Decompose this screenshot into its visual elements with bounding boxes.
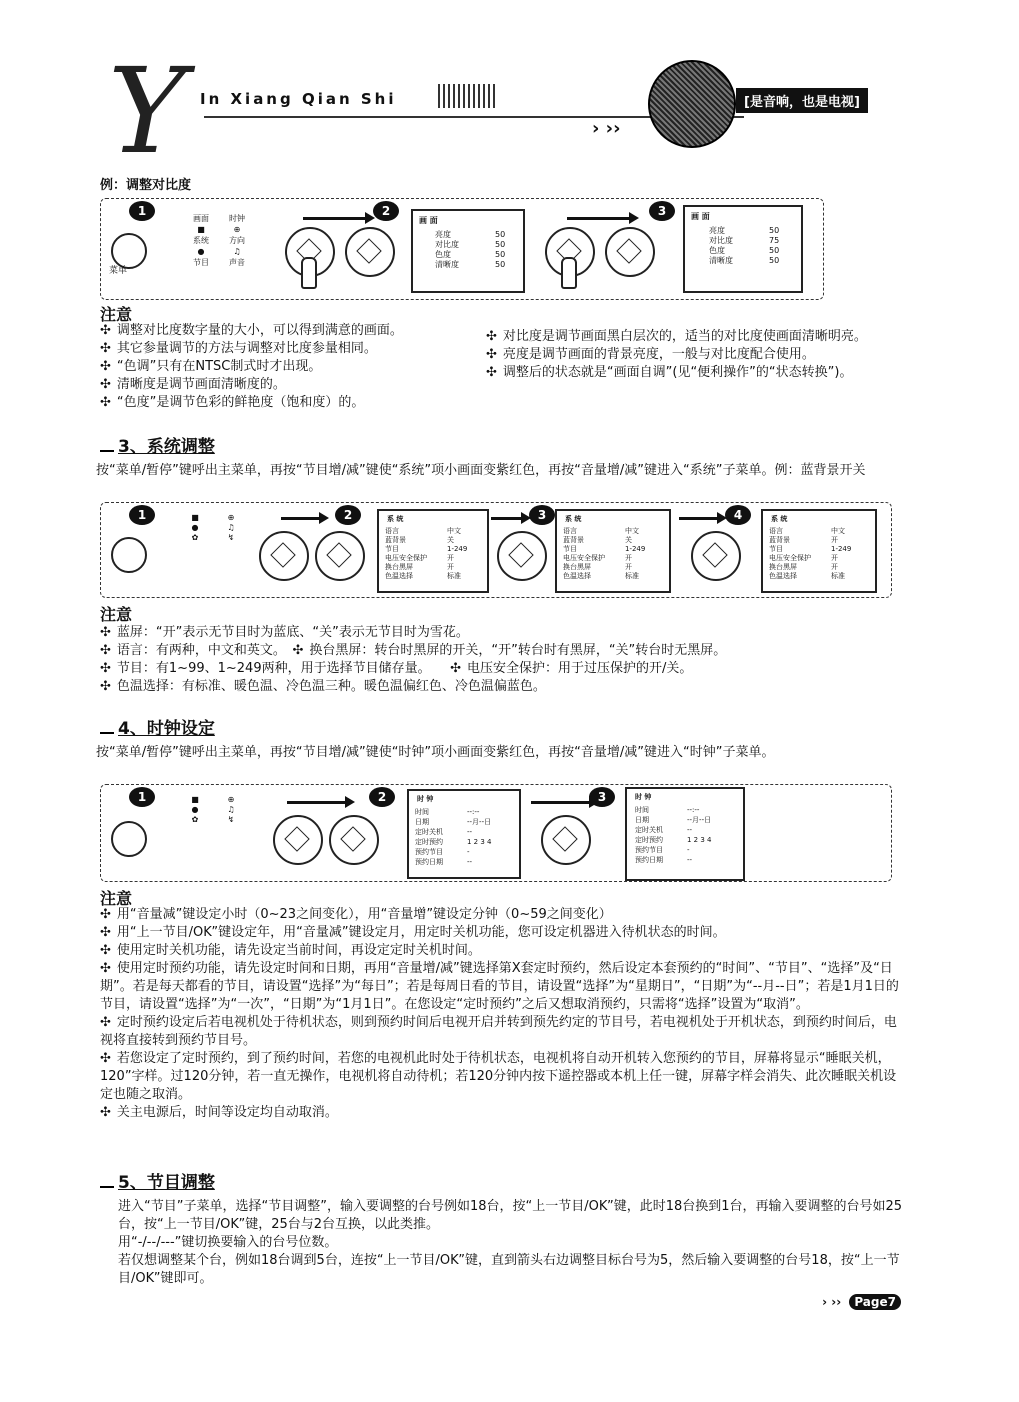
step-badge: 1 — [129, 787, 155, 807]
screen-title: 画 面 — [419, 216, 438, 225]
menu-button-label: 菜单 — [109, 266, 128, 276]
note-item: ✣ 使用定时预约功能，请先设定时间和日期，再用“音量增/减”键选择第X套定时预约，然后设定本套预约的“时间”、“节目”、“选择”及“日期”。若是每天都看的节目，请设置“选择”为“每日”；若是每周日看的节目，请设置“选择”为“星期日”，“日期”为“--月--日”；若是1月1日的节目，请设置“选择”为“一次”，“日期”为“1月1日”。在您设定“定时预约”之后又想取消预约，只需将“选择”设置为“取消”。 — [100, 961, 899, 1012]
note-item: ✣ 蓝屏：“开”表示无节目时为蓝底、“关”表示无节目时为雪花。 — [100, 625, 469, 640]
dpad-icon — [691, 531, 741, 581]
icon-label: 方向 — [229, 236, 245, 245]
note-item: ✣ “色度”是调节色彩的鲜艳度（饱和度）的。 — [100, 395, 365, 410]
note-item: ✣ 色温选择：有标准、暖色温、冷色温三种。暖色温偏红色、冷色温偏蓝色。 — [100, 679, 546, 694]
screen-item: 色温选择 — [563, 572, 591, 580]
screen-item: 换台黑屏 — [385, 563, 413, 571]
screen-item: 预约节目 — [415, 848, 443, 856]
hand-icon — [561, 257, 577, 289]
screen-title: 时 钟 — [635, 793, 652, 801]
note-item: ✣ 关主电源后，时间等设定均自动取消。 — [100, 1105, 338, 1120]
icon-label: 时钟 — [229, 214, 245, 223]
screen-item: 日期 — [415, 818, 429, 826]
dpad-icon — [329, 815, 379, 865]
screen-value: --:-- — [687, 806, 700, 814]
note-item: ✣ 用“上一节目/OK”键设定年，用“音量减”键设定月，用定时关机功能，您可设定机器进入待机状态的时间。 — [100, 925, 726, 940]
page-number — [822, 1294, 901, 1310]
screen-item: 预约节目 — [635, 846, 663, 854]
notes-title: 注意 — [100, 889, 133, 908]
screen-item: 色温选择 — [769, 572, 797, 580]
arrow-icon — [303, 217, 367, 220]
clock-screen — [407, 789, 521, 879]
icon-label: ✿ — [191, 815, 199, 824]
note-item: ✣ 调整后的状态就是“画面自调”(见“便利操作”的“状态转换”)。 — [486, 365, 853, 380]
section-heading: 3、系统调整 — [100, 432, 215, 457]
icon-label: ↯ — [227, 533, 235, 542]
screen-value: 标准 — [831, 572, 845, 580]
paragraph: 若仅想调整某个台，例如18台调到5台，连按“上一节目/OK”键，直到箭头右边调整目标台号为5，然后输入要调整的台号18，按“上一节目/OK”键即可。 — [118, 1253, 900, 1286]
icon-label: ⊕ — [227, 795, 235, 804]
screen-value: 50 — [495, 230, 506, 239]
main-menu-icons — [177, 513, 249, 542]
system-screen — [377, 509, 489, 593]
screen-item: 节目 — [769, 545, 783, 553]
screen-value: 标准 — [447, 572, 461, 580]
page-prefix: › ›› — [822, 1295, 842, 1309]
screen-value: -- — [687, 856, 693, 864]
screen-item: 预约日期 — [415, 858, 443, 866]
screen-item: 对比度 — [435, 240, 459, 249]
icon-label: ↯ — [227, 815, 235, 824]
screen-item: 蓝背景 — [385, 536, 406, 544]
icon-label: ✿ — [191, 533, 199, 542]
screen-item: 蓝背景 — [563, 536, 584, 544]
note-item: ✣ 使用定时关机功能，请先设定当前时间，再设定定时关机时间。 — [100, 943, 481, 958]
note-item: ✣ “色调”只有在NTSC制式时才出现。 — [100, 359, 322, 374]
screen-value: 50 — [769, 256, 780, 265]
notes-clock-list — [100, 906, 900, 1122]
screen-value: 开 — [831, 536, 838, 544]
contrast-diagram — [100, 198, 824, 300]
main-menu-icons — [183, 213, 255, 268]
screen-item: 对比度 — [709, 236, 733, 245]
screen-title: 系 统 — [565, 515, 582, 523]
screen-value: 1-249 — [625, 545, 646, 553]
kangaroo-icon — [100, 434, 114, 452]
icon-label: 声音 — [229, 258, 245, 267]
screen-item: 清晰度 — [709, 256, 733, 265]
screen-value: --月--日 — [467, 818, 492, 826]
paragraph: 进入“节目”子菜单，选择“节目调整”，输入要调整的台号例如18台，按“上一节目/OK”键，此时18台换到1台，再输入要调整的台号如25台，按“上一节目/OK”键，25台与2台互换，以此类推。 — [118, 1199, 903, 1232]
step-badge: 2 — [373, 201, 399, 221]
icon-label: ♫ — [227, 523, 235, 532]
screen-value: 50 — [495, 240, 506, 249]
screen-item: 语言 — [385, 527, 399, 535]
screen-value: 关 — [447, 536, 454, 544]
header-brand: In Xiang Qian Shi — [200, 90, 397, 108]
screen-item: 定时关机 — [415, 828, 443, 836]
note-item: ✣ 用“音量减”键设定小时（0~23之间变化），用“音量增”键设定分钟（0~59之间变化） — [100, 907, 612, 922]
screen-value: - — [467, 848, 470, 856]
screen-value: 关 — [625, 536, 632, 544]
header-arrows: › ›› — [592, 118, 621, 139]
arrow-icon — [679, 517, 719, 520]
screen-value: -- — [467, 828, 473, 836]
screen-item: 日期 — [635, 816, 649, 824]
header-emblem-icon — [648, 60, 736, 148]
screen-value: - — [687, 846, 690, 854]
hand-icon — [301, 257, 317, 289]
dpad-icon — [315, 531, 365, 581]
icon-label: ● — [191, 523, 199, 532]
note-item: ✣ 亮度是调节画面的背景亮度，一般与对比度配合使用。 — [486, 347, 815, 362]
system-screen-result — [761, 509, 877, 593]
screen-value: 开 — [625, 563, 632, 571]
notes-title: 注意 — [100, 605, 133, 624]
step-badge: 3 — [529, 505, 555, 525]
note-item: ✣ 节目：有1~99、1~249两种，用于选择节目储存量。 ✣ 电压安全保护：用于过压保护的开/关。 — [100, 661, 693, 676]
notes-system-list — [100, 624, 920, 696]
icon-label: ⊕ — [227, 513, 235, 522]
notes-right-list — [486, 328, 906, 382]
system-diagram — [100, 502, 892, 598]
dpad-icon — [273, 815, 323, 865]
screen-value: 开 — [831, 563, 838, 571]
menu-button-icon — [111, 821, 147, 857]
dpad-icon — [605, 227, 655, 277]
kangaroo-icon — [100, 1170, 114, 1188]
step-badge: 4 — [725, 505, 751, 525]
icon-label: 系统 — [193, 236, 209, 245]
clock-diagram — [100, 784, 892, 882]
step-badge: 3 — [589, 787, 615, 807]
section-heading: 4、时钟设定 — [100, 714, 215, 739]
step-badge: 1 — [129, 505, 155, 525]
dpad-icon — [541, 815, 591, 865]
step-badge: 3 — [649, 201, 675, 221]
screen-item: 节目 — [385, 545, 399, 553]
header-tag: [是音响，也是电视] — [736, 88, 868, 113]
screen-item: 换台黑屏 — [563, 563, 591, 571]
screen-item: 清晰度 — [435, 260, 459, 269]
header-logo-letter: Y — [108, 42, 186, 180]
system-screen — [555, 509, 671, 593]
section-body — [118, 1198, 908, 1288]
screen-item: 色度 — [435, 250, 451, 259]
screen-value: 开 — [831, 554, 838, 562]
screen-item: 定时预约 — [415, 838, 443, 846]
screen-value: 1-249 — [831, 545, 852, 553]
screen-item: 语言 — [563, 527, 577, 535]
icon-label: ● — [197, 247, 205, 256]
screen-value: --月--日 — [687, 816, 712, 824]
screen-value: 75 — [769, 236, 780, 245]
screen-value: 1 2 3 4 — [687, 836, 712, 844]
paragraph: 用“-/--/---”键切换要输入的台号位数。 — [118, 1235, 338, 1250]
dpad-icon — [497, 531, 547, 581]
arrow-icon — [567, 217, 631, 220]
screen-value: 开 — [447, 554, 454, 562]
screen-title: 画 面 — [691, 212, 710, 221]
note-item: ✣ 对比度是调节画面黑白层次的，适当的对比度使画面清晰明亮。 — [486, 329, 867, 344]
icon-label: ⊕ — [233, 225, 241, 234]
screen-value: 标准 — [625, 572, 639, 580]
clock-screen-result — [625, 787, 745, 881]
note-item: ✣ 其它参量调节的方法与调整对比度参量相同。 — [100, 341, 377, 356]
step-badge: 2 — [335, 505, 361, 525]
icon-label: ■ — [191, 795, 199, 804]
screen-value: 50 — [769, 226, 780, 235]
note-item: ✣ 语言：有两种，中文和英文。 ✣ 换台黑屏：转台时黑屏的开关，“开”转台时有黑屏，“关”转台时无黑屏。 — [100, 643, 727, 658]
screen-item: 定时预约 — [635, 836, 663, 844]
screen-value: 50 — [769, 246, 780, 255]
screen-item: 亮度 — [709, 226, 725, 235]
screen-item: 亮度 — [435, 230, 451, 239]
arrow-icon — [281, 517, 321, 520]
screen-item: 预约日期 — [635, 856, 663, 864]
note-item: ✣ 定时预约设定后若电视机处于待机状态，则到预约时间后电视开启并转到预先约定的节目号，若电视机处于开机状态，到预约时间后，电视将直接转到预约节目号。 — [100, 1015, 897, 1048]
section-intro: 按“菜单/暂停”键呼出主菜单，再按“节目增/减”键使“时钟”项小画面变紫红色，再按“音量增/减”键进入“时钟”子菜单。 — [96, 745, 775, 760]
arrow-icon — [531, 801, 591, 804]
page-pill: Page7 — [849, 1294, 901, 1310]
step-badge: 2 — [369, 787, 395, 807]
screen-item: 色温选择 — [385, 572, 413, 580]
picture-screen-adjusted — [683, 205, 803, 293]
picture-screen — [411, 209, 525, 293]
screen-value: 1-249 — [447, 545, 468, 553]
screen-item: 定时关机 — [635, 826, 663, 834]
screen-title: 时 钟 — [417, 795, 434, 803]
step-badge: 1 — [129, 201, 155, 221]
icon-label: ■ — [191, 513, 199, 522]
icon-label: ♫ — [227, 805, 235, 814]
arrow-icon — [287, 801, 347, 804]
screen-item: 换台黑屏 — [769, 563, 797, 571]
dpad-icon — [259, 531, 309, 581]
screen-item: 语言 — [769, 527, 783, 535]
note-item: ✣ 调整对比度数字量的大小，可以得到满意的画面。 — [100, 323, 403, 338]
arrow-icon — [491, 517, 523, 520]
screen-item: 电压安全保护 — [563, 554, 605, 562]
screen-value: --:-- — [467, 808, 480, 816]
icon-label: 节目 — [193, 258, 209, 267]
screen-value: 中文 — [447, 527, 461, 535]
notes-title: 注意 — [100, 305, 133, 324]
screen-value: -- — [687, 826, 693, 834]
screen-value: 50 — [495, 250, 506, 259]
section-intro: 按“菜单/暂停”键呼出主菜单，再按“节目增/减”键使“系统”项小画面变紫红色，再按“音量增/减”键进入“系统”子菜单。例：蓝背景开关 — [96, 463, 866, 478]
screen-value: 中文 — [625, 527, 639, 535]
note-item: ✣ 清晰度是调节画面清晰度的。 — [100, 377, 286, 392]
icon-label: ■ — [197, 225, 205, 234]
menu-button-icon — [111, 537, 147, 573]
screen-item: 节目 — [563, 545, 577, 553]
screen-item: 时间 — [415, 808, 429, 816]
note-item: ✣ 若您设定了定时预约，到了预约时间，若您的电视机此时处于待机状态，电视机将自动开机转入您预约的节目，屏幕将显示“睡眠关机，120”字样。过120分钟，若一直无操作，电视机将自动待机；若120分钟内按下遥控器或本机上任一键，屏幕字样会消失、此次睡眠关机设定也随之取消。 — [100, 1051, 897, 1102]
example-label: 例：调整对比度 — [100, 178, 192, 193]
screen-value: 开 — [625, 554, 632, 562]
dpad-icon — [345, 227, 395, 277]
screen-title: 系 统 — [771, 515, 788, 523]
screen-value: 开 — [447, 563, 454, 571]
screen-value: 1 2 3 4 — [467, 838, 492, 846]
notes-left-list — [100, 322, 480, 412]
header-decoration — [438, 84, 498, 108]
main-menu-icons — [177, 795, 249, 824]
icon-label: ♫ — [233, 247, 241, 256]
screen-value: -- — [467, 858, 473, 866]
section-heading: 5、节目调整 — [100, 1168, 215, 1193]
icon-label: ● — [191, 805, 199, 814]
screen-title: 系 统 — [387, 515, 404, 523]
screen-item: 电压安全保护 — [385, 554, 427, 562]
screen-item: 时间 — [635, 806, 649, 814]
screen-item: 蓝背景 — [769, 536, 790, 544]
screen-value: 中文 — [831, 527, 845, 535]
screen-item: 电压安全保护 — [769, 554, 811, 562]
icon-label: 画面 — [193, 214, 209, 223]
screen-item: 色度 — [709, 246, 725, 255]
kangaroo-icon — [100, 716, 114, 734]
screen-value: 50 — [495, 260, 506, 269]
